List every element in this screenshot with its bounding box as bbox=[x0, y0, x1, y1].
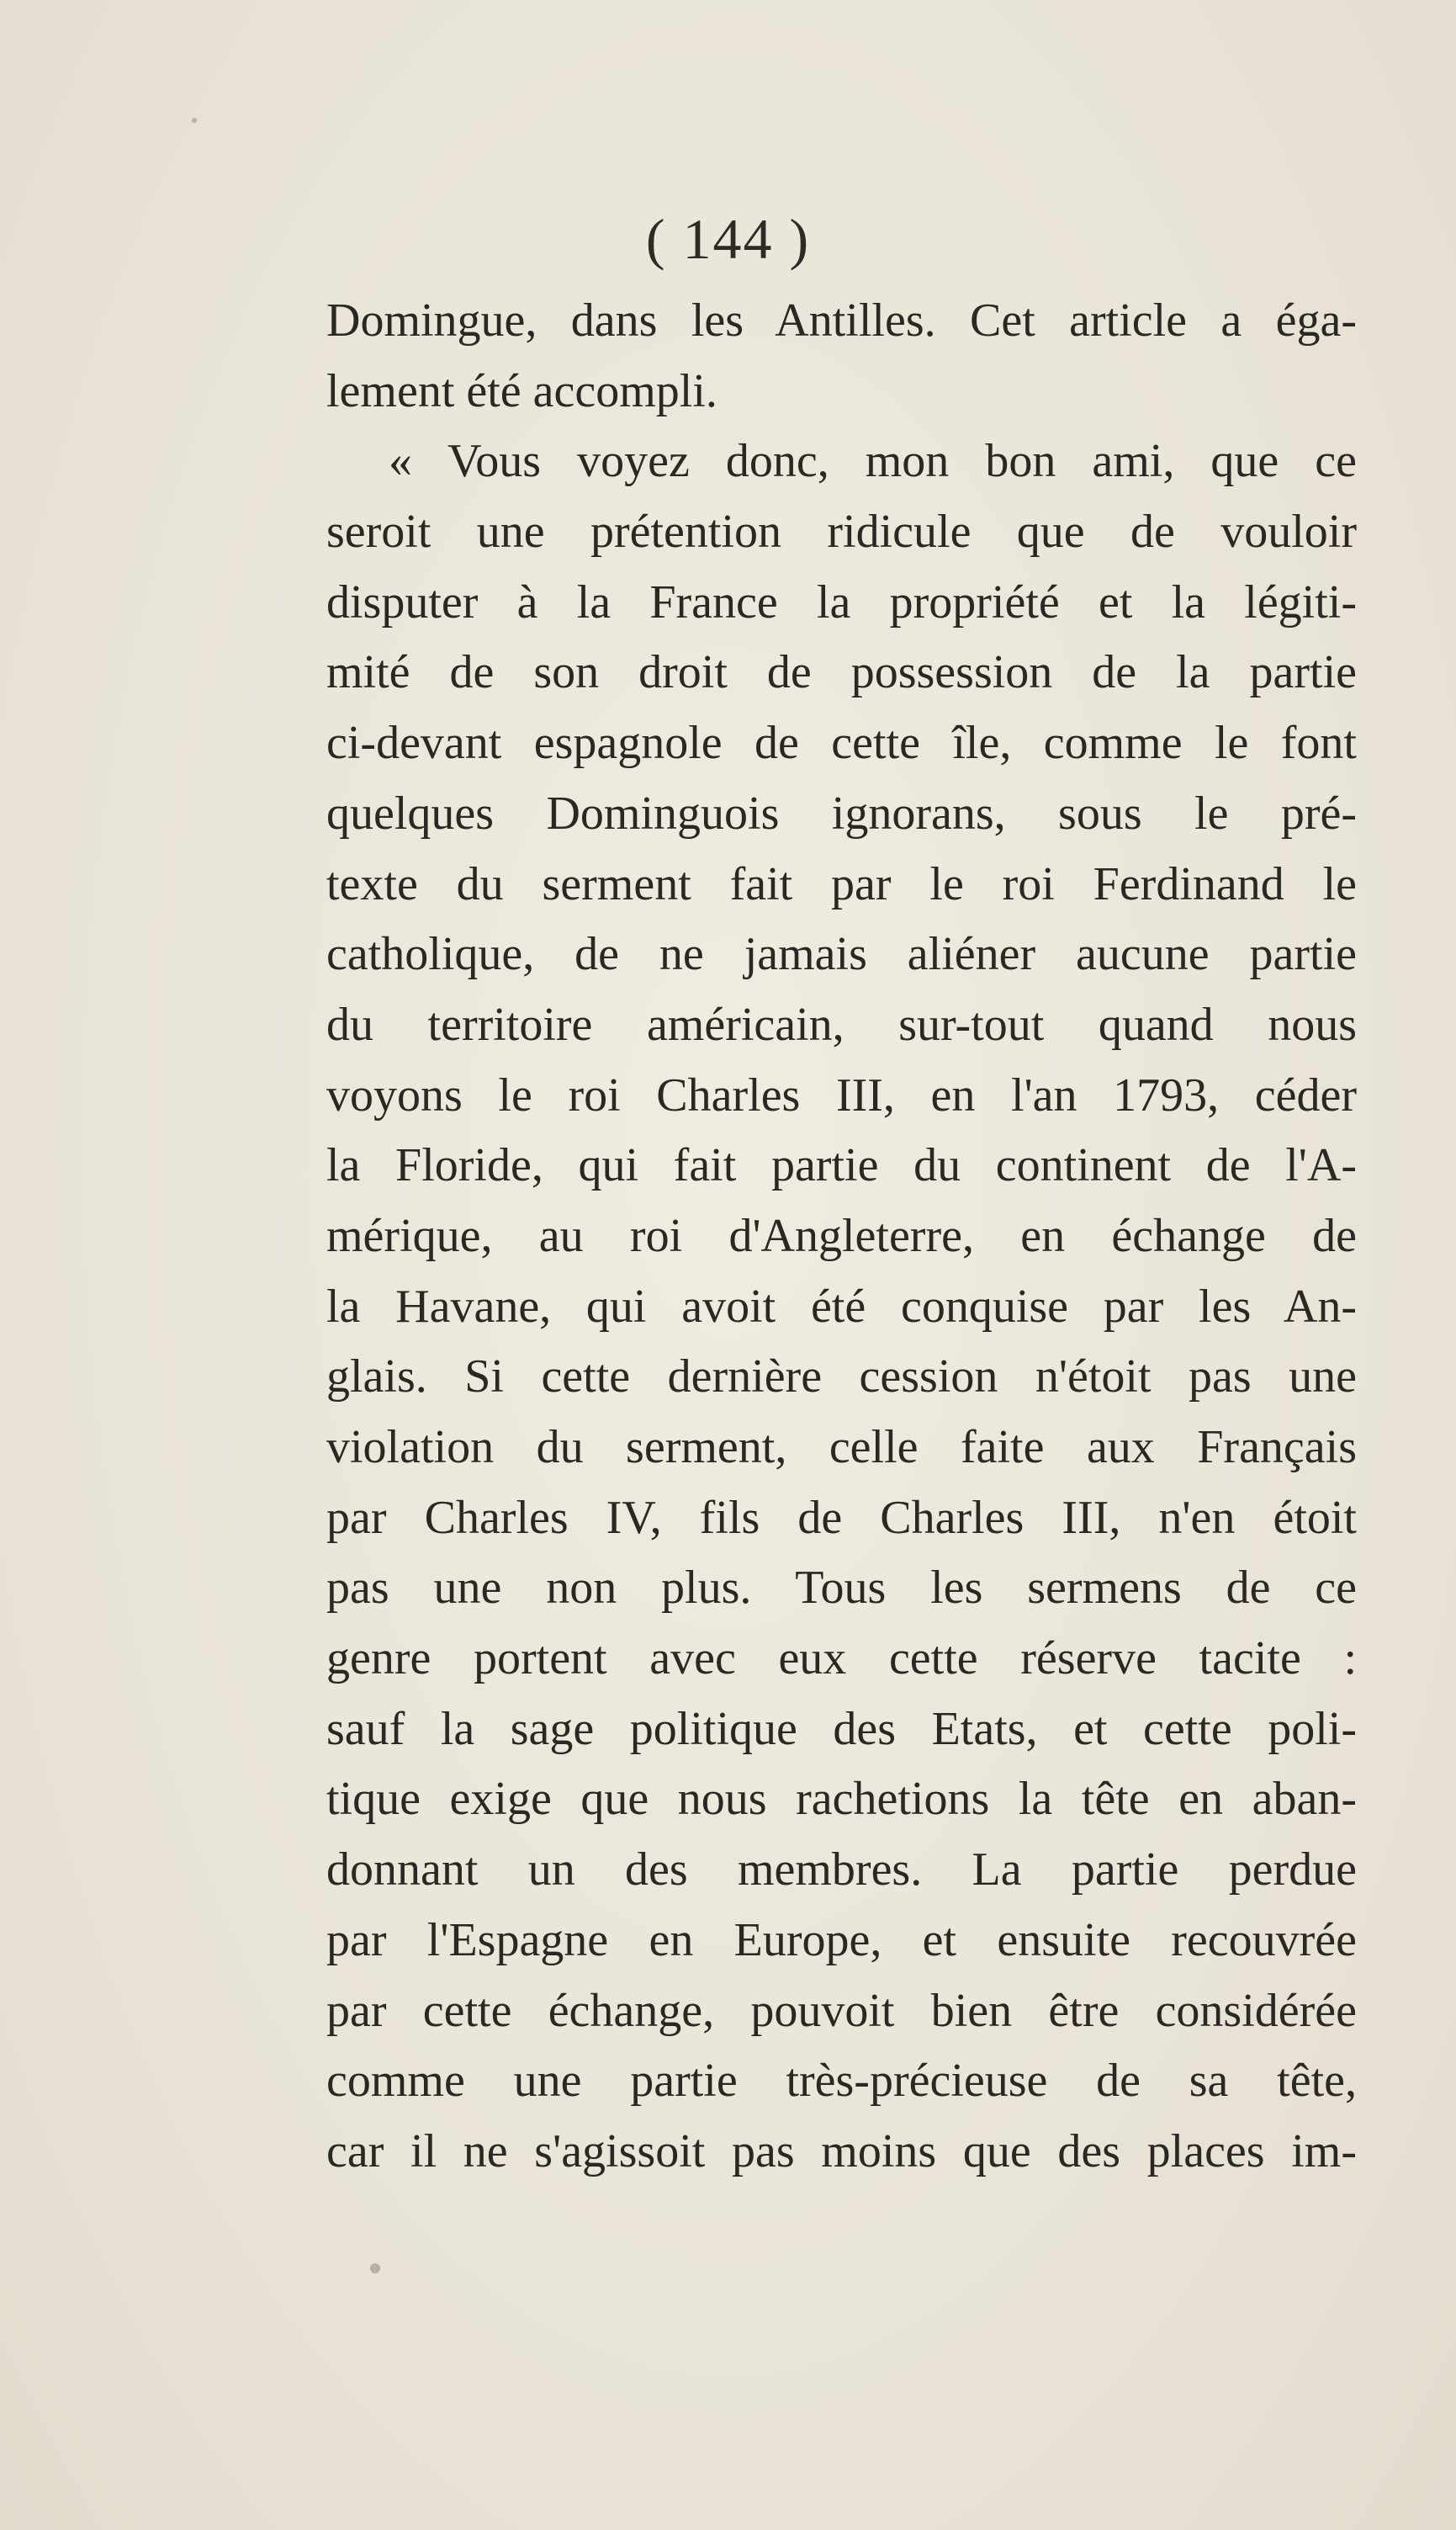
text-line: seroit une prétention ridicule que de vouloir bbox=[326, 506, 1357, 559]
page-number: ( 144 ) bbox=[645, 207, 811, 271]
text-line: texte du serment fait par le roi Ferdinand le bbox=[326, 857, 1357, 910]
text-line: mérique, au roi d'Angleterre, en échange de bbox=[326, 1209, 1357, 1262]
paper-speck bbox=[370, 2263, 380, 2273]
text-line: comme une partie très-précieuse de sa tête, bbox=[326, 2055, 1357, 2108]
text-line: glais. Si cette dernière cession n'étoit pas une bbox=[326, 1350, 1357, 1403]
text-line: donnant un des membres. La partie perdue bbox=[326, 1843, 1357, 1896]
text-line: mité de son droit de possession de la partie bbox=[326, 646, 1357, 699]
text-line: car il ne s'agissoit pas moins que des places im- bbox=[326, 2124, 1357, 2177]
text-line: Domingue, dans les Antilles. Cet article a éga- bbox=[326, 294, 1357, 347]
text-line: quelques Dominguois ignorans, sous le pré- bbox=[326, 787, 1357, 840]
text-line: la Havane, qui avoit été conquise par les An- bbox=[326, 1280, 1357, 1333]
text-line: lement été accompli. bbox=[326, 364, 717, 417]
text-line: par cette échange, pouvoit bien être considérée bbox=[326, 1984, 1357, 2037]
text-line: tique exige que nous rachetions la tête en aban- bbox=[326, 1773, 1357, 1826]
body-text bbox=[326, 286, 1357, 2188]
text-line: disputer à la France la propriété et la légiti- bbox=[326, 575, 1357, 629]
text-line: par l'Espagne en Europe, et ensuite recouvrée bbox=[326, 1913, 1357, 1966]
text-line: ci-devant espagnole de cette île, comme le font bbox=[326, 717, 1357, 770]
text-line: voyons le roi Charles III, en l'an 1793, céder bbox=[326, 1069, 1357, 1122]
text-line: violation du serment, celle faite aux Français bbox=[326, 1421, 1357, 1473]
text-line: sauf la sage politique des Etats, et cette poli- bbox=[326, 1702, 1357, 1755]
text-line: du territoire américain, sur-tout quand nous bbox=[326, 998, 1357, 1051]
text-line: la Floride, qui fait partie du continent de l'A- bbox=[326, 1139, 1357, 1192]
text-line: genre portent avec eux cette réserve tacite : bbox=[326, 1632, 1357, 1685]
text-line: par Charles IV, fils de Charles III, n'en étoit bbox=[326, 1491, 1357, 1544]
text-line: pas une non plus. Tous les sermens de ce bbox=[326, 1562, 1357, 1615]
paper-speck bbox=[192, 118, 197, 123]
text-line: catholique, de ne jamais aliéner aucune partie bbox=[326, 928, 1357, 981]
text-line: « Vous voyez donc, mon bon ami, que ce bbox=[389, 435, 1357, 488]
